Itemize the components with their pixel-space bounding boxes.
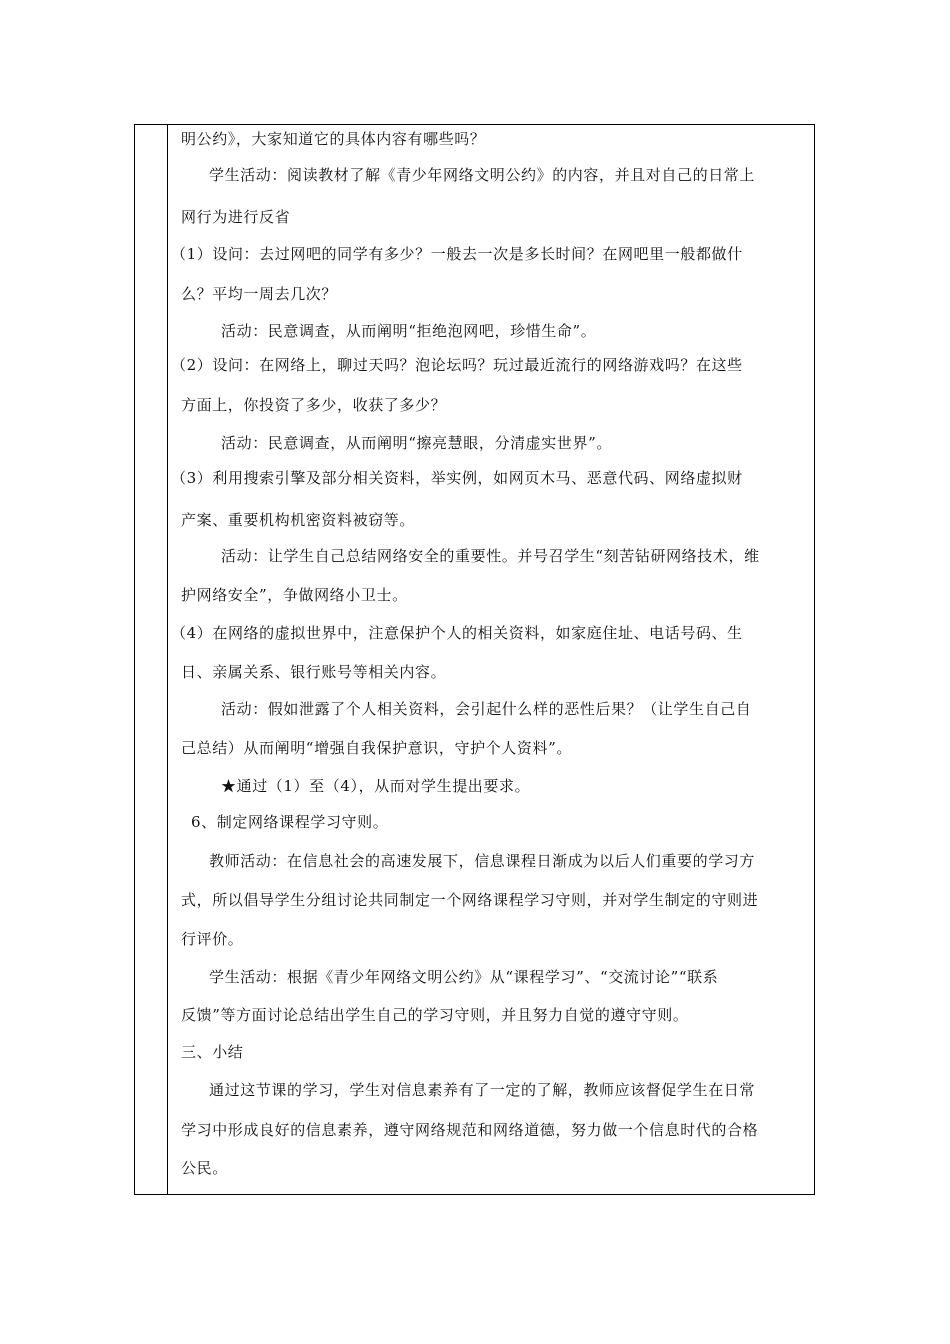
text-line: （2）设问：在网络上，聊过天吗？泡论坛吗？玩过最近流行的网络游戏吗？在这些 xyxy=(171,356,743,374)
table-content-cell xyxy=(169,125,814,1194)
text-line: 活动：民意调查，从而阐明“拒绝泡网吧，珍惜生命”。 xyxy=(221,322,597,340)
text-line: 明公约》，大家知道它的具体内容有哪些吗？ xyxy=(181,130,486,148)
text-line: 己总结）从而阐明“增强自我保护意识，守护个人资料”。 xyxy=(181,739,572,757)
text-line: 学习中形成良好的信息素养，遵守网络规范和网络道德，努力做一个信息时代的合格 xyxy=(181,1121,759,1139)
text-line: 反馈”等方面讨论总结出学生自己的学习守则，并且努力自觉的遵守守则。 xyxy=(181,1006,689,1024)
text-line: 通过这节课的学习，学生对信息素养有了一定的了解，教师应该督促学生在日常 xyxy=(209,1081,756,1099)
text-line: （3）利用搜索引擎及部分相关资料，举实例，如网页木马、恶意代码、网络虚拟财 xyxy=(171,469,743,487)
text-line: ★通过（1）至（4），从而对学生提出要求。 xyxy=(221,777,531,795)
text-line: 活动：让学生自己总结网络安全的重要性。并号召学生“刻苦钻研网络技术，维 xyxy=(221,547,760,565)
text-line: 教师活动：在信息社会的高速发展下，信息课程日渐成为以后人们重要的学习方 xyxy=(209,852,756,870)
text-line: （1）设问：去过网吧的同学有多少？一般去一次是多长时间？在网吧里一般都做什 xyxy=(171,245,743,263)
text-line: 方面上，你投资了多少，收获了多少？ xyxy=(181,396,447,414)
section-heading: 三、小结 xyxy=(181,1043,244,1061)
text-line: 日、亲属关系、银行账号等相关内容。 xyxy=(181,663,447,681)
text-line: 网行为进行反省 xyxy=(181,208,291,226)
table-left-column xyxy=(135,125,168,1194)
text-line: 行评价。 xyxy=(181,930,244,948)
text-line: 产案、重要机构机密资料被窃等。 xyxy=(181,511,416,529)
text-line: 式，所以倡导学生分组讨论共同制定一个网络课程学习守则，并对学生制定的守则进 xyxy=(181,891,759,909)
text-line: 学生活动：阅读教材了解《青少年网络文明公约》的内容，并且对自己的日常上 xyxy=(209,166,756,184)
text-line: 护网络安全”，争做网络小卫士。 xyxy=(181,586,408,604)
text-line: 活动：民意调查，从而阐明“擦亮慧眼，分清虚实世界”。 xyxy=(221,434,612,452)
lesson-table xyxy=(134,124,815,1195)
text-line: 6、制定网络课程学习守则。 xyxy=(191,813,389,831)
text-line: 活动：假如泄露了个人相关资料，会引起什么样的恶性后果？（让学生自己自 xyxy=(221,700,752,718)
text-line: （4）在网络的虚拟世界中，注意保护个人的相关资料，如家庭住址、电话号码、生 xyxy=(171,624,743,642)
text-line: 学生活动：根据《青少年网络文明公约》从“课程学习”、“交流讨论”“联系 xyxy=(209,968,719,986)
text-line: 么？平均一周去几次？ xyxy=(181,285,338,303)
text-line: 公民。 xyxy=(181,1159,228,1177)
